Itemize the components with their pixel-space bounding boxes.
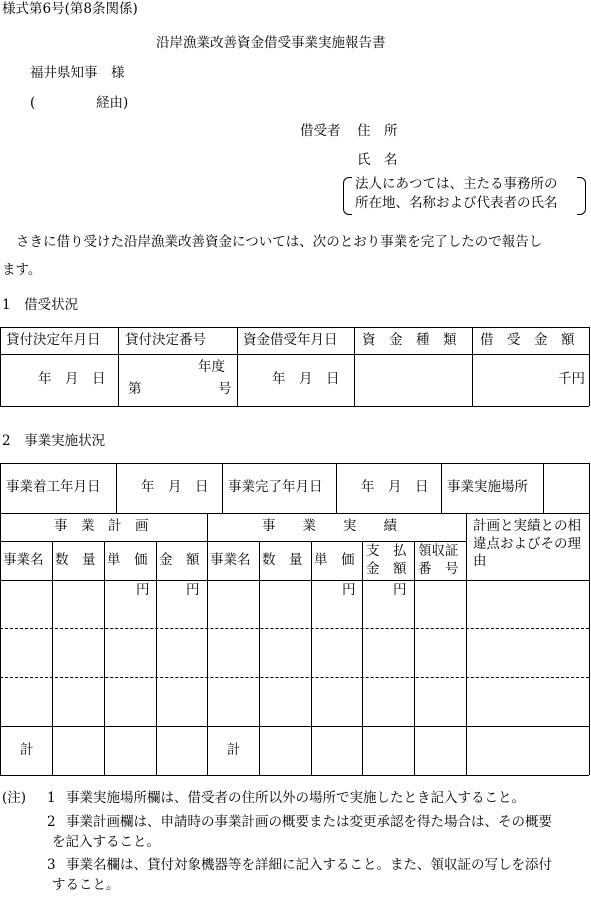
via-label: 経由) bbox=[96, 95, 129, 111]
plan-total-label: 計 bbox=[20, 742, 34, 758]
plan-unit-price-yen: 円 bbox=[136, 582, 150, 598]
plan-col-unit-price: 単 価 bbox=[107, 552, 148, 568]
body-line1: さきに借り受けた沿岸漁業改善資金については、次のとおり事業を完了したので報告し bbox=[16, 234, 543, 250]
result-header: 事 業 実 績 bbox=[262, 518, 397, 534]
note-1-number: 1 bbox=[47, 790, 56, 806]
result-col-paid: 支 払 bbox=[366, 543, 407, 559]
result-col-paid-amount: 金 額 bbox=[366, 561, 407, 577]
plan-amount-yen: 円 bbox=[186, 582, 200, 598]
page-title: 沿岸漁業改善資金借受事業実施報告書 bbox=[156, 35, 386, 51]
plan-col-amount: 金 額 bbox=[159, 552, 200, 568]
decision-no-suffix: 号 bbox=[218, 381, 232, 397]
note-3-text-cont: すること。 bbox=[52, 877, 120, 893]
bracket-left bbox=[343, 177, 352, 215]
bracket-right bbox=[577, 177, 586, 215]
header-borrow-amount: 借 受 金 額 bbox=[480, 332, 575, 348]
place-label: 事業実施場所 bbox=[447, 479, 528, 495]
note-3-text: 事業名欄は、貸付対象機器等を詳細に記入すること。また、領収証の写しを添付 bbox=[66, 857, 552, 873]
borrower-label: 借受者 bbox=[300, 123, 341, 139]
plan-col-name: 事業名 bbox=[3, 552, 44, 568]
section2-heading: 2 事業実施状況 bbox=[2, 433, 106, 449]
result-col-name: 事業名 bbox=[210, 552, 251, 568]
borrow-date-value: 年 月 日 bbox=[272, 371, 340, 387]
header-borrow-date: 資金借受年月日 bbox=[243, 332, 338, 348]
decision-no-year: 年度 bbox=[198, 359, 225, 375]
diff-header: 計画と実績との相違点およびその理由 bbox=[473, 518, 581, 570]
result-col-receipt: 領収証 bbox=[418, 543, 459, 559]
plan-col-quantity: 数 量 bbox=[55, 552, 96, 568]
result-amount-yen: 円 bbox=[393, 582, 407, 598]
decision-no-prefix: 第 bbox=[128, 381, 142, 397]
start-date-label: 事業着工年月日 bbox=[6, 479, 101, 495]
name-label: 氏 名 bbox=[357, 152, 398, 168]
addressee: 福井県知事 様 bbox=[30, 65, 125, 81]
header-decision-number: 貸付決定番号 bbox=[125, 332, 206, 348]
header-decision-date: 貸付決定年月日 bbox=[6, 332, 101, 348]
notes-label: (注) bbox=[2, 790, 27, 806]
note-2-text-cont: を記入すること。 bbox=[52, 834, 160, 850]
body-line2: ます。 bbox=[2, 262, 42, 278]
result-col-receipt-number: 番 号 bbox=[418, 561, 459, 577]
header-fund-type: 資 金 種 類 bbox=[362, 332, 457, 348]
result-col-unit-price: 単 価 bbox=[314, 552, 355, 568]
form-number: 様式第6号(第8条関係) bbox=[2, 1, 138, 17]
section1-heading: 1 借受状況 bbox=[2, 297, 79, 313]
result-unit-price-yen: 円 bbox=[342, 582, 356, 598]
result-col-quantity: 数 量 bbox=[262, 552, 303, 568]
borrow-amount-unit: 千円 bbox=[558, 371, 585, 387]
plan-header: 事 業 計 画 bbox=[54, 518, 149, 534]
corp-note-line1: 法人にあつては、主たる事務所の bbox=[355, 176, 558, 192]
end-date-value: 年 月 日 bbox=[361, 479, 429, 495]
start-date-value: 年 月 日 bbox=[141, 479, 209, 495]
note-1-text: 事業実施場所欄は、借受者の住所以外の場所で実施したとき記入すること。 bbox=[66, 790, 525, 806]
corp-note-line2: 所在地、名称および代表者の氏名 bbox=[355, 195, 558, 211]
note-2-text: 事業計画欄は、申請時の事業計画の概要または変更承認を得た場合は、その概要 bbox=[66, 814, 552, 830]
decision-date-value: 年 月 日 bbox=[38, 371, 106, 387]
note-3-number: 3 bbox=[47, 857, 56, 873]
address-label: 住 所 bbox=[357, 123, 398, 139]
note-2-number: 2 bbox=[47, 814, 56, 830]
via-open: ( bbox=[30, 95, 36, 111]
end-date-label: 事業完了年月日 bbox=[228, 479, 323, 495]
result-total-label: 計 bbox=[227, 742, 241, 758]
